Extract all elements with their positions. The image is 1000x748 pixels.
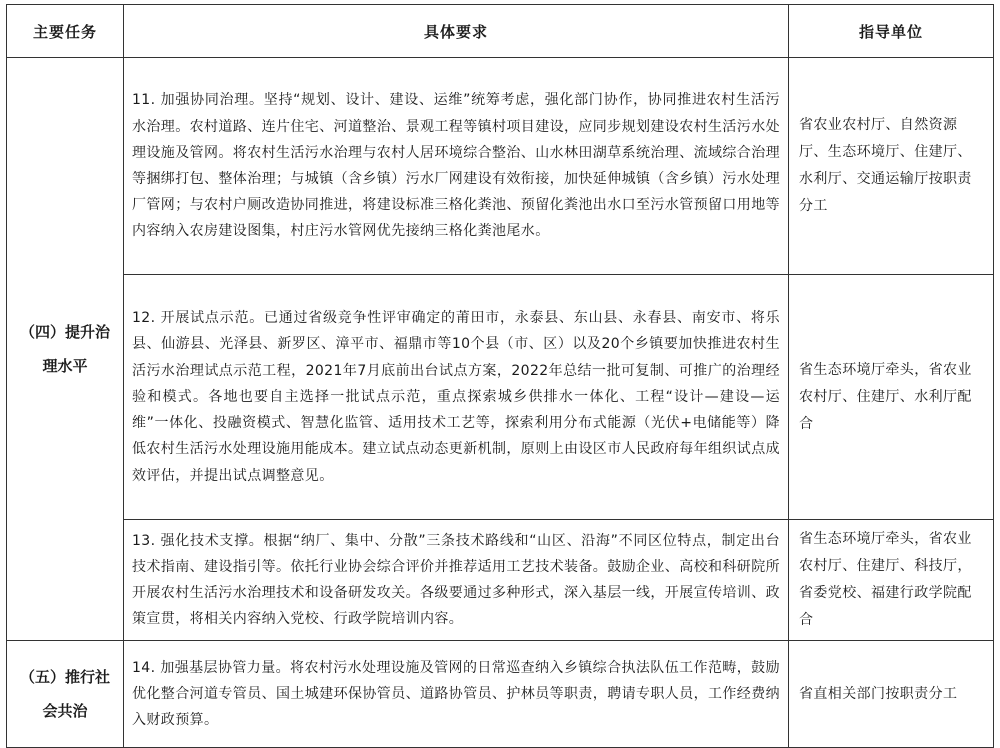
table-row (7, 275, 994, 520)
table-row (7, 520, 994, 641)
guiding-unit-cell: 省生态环境厅牵头，省农业农村厅、住建厅、科技厅，省委党校、福建行政学院配合 (789, 520, 994, 641)
category-label-line: （四）提升治 (19, 323, 110, 341)
guiding-unit-cell: 省生态环境厅牵头，省农业农村厅、住建厅、水利厅配合 (789, 275, 994, 520)
requirement-cell: 12. 开展试点示范。已通过省级竞争性评审确定的莆田市，永泰县、东山县、永春县、南安市、将乐县、仙游县、光泽县、新罗区、漳平市、福鼎市等10个县（市、区）以及20个乡镇要加快推进农村生活污水治理试点示范工程，2021年7月底前出台试点方案，2022年总结一批可复制、可推广的治理经验和模式。各地也要自主选择一批试点示范，重点探索城乡供排水一体化、工程“设计—建设—运维”一体化、投融资模式、智慧化监管、适用技术工艺等，探索利用分布式能源（光伏+电储能等）降低农村生活污水处理设施用能成本。建立试点动态更新机制，原则上由设区市人民政府每年组织试点成效评估，并提出试点调整意见。 (124, 275, 789, 520)
requirement-cell: 14. 加强基层协管力量。将农村污水处理设施及管网的日常巡查纳入乡镇综合执法队伍工作范畴，鼓励优化整合河道专管员、国土城建环保协管员、道路协管员、护林员等职责，聘请专职人员，工作经费纳入财政预算。 (124, 641, 789, 748)
category-label-line: 理水平 (42, 357, 88, 375)
header-requirements: 具体要求 (124, 5, 789, 58)
requirement-cell: 13. 强化技术支撑。根据“纳厂、集中、分散”三条技术路线和“山区、沿海”不同区位特点，制定出台技术指南、建设指引等。依托行业协会综合评价并推荐适用工艺技术装备。鼓励企业、高校和科研院所开展农村生活污水治理技术和设备研发攻关。各级要通过多种形式，深入基层一线，开展宣传培训、政策宣贯，将相关内容纳入党校、行政学院培训内容。 (124, 520, 789, 641)
header-guiding-unit: 指导单位 (789, 5, 994, 58)
table-row (7, 641, 994, 748)
category-cell (7, 58, 124, 641)
guiding-unit-cell: 省直相关部门按职责分工 (789, 641, 994, 748)
task-table (6, 4, 994, 748)
requirement-cell: 11. 加强协同治理。坚持“规划、设计、建设、运维”统筹考虑，强化部门协作，协同推进农村生活污水治理。农村道路、连片住宅、河道整治、景观工程等镇村项目建设，应同步规划建设农村生活污水处理设施及管网。将农村生活污水治理与农村人居环境综合整治、山水林田湖草系统治理、流域综合治理等捆绑打包、整体治理；与城镇（含乡镇）污水厂网建设有效衔接，加快延伸城镇（含乡镇）污水处理厂管网；与农村户厕改造协同推进，将建设标准三格化粪池、预留化粪池出水口至污水管预留口用地等内容纳入农房建设图集，村庄污水管网优先接纳三格化粪池尾水。 (124, 58, 789, 275)
category-label-line: （五）推行社 (19, 668, 110, 686)
table-header-row (7, 5, 994, 58)
guiding-unit-cell: 省农业农村厅、自然资源厅、生态环境厅、住建厅、水利厅、交通运输厅按职责分工 (789, 58, 994, 275)
category-cell (7, 641, 124, 748)
header-main-task: 主要任务 (7, 5, 124, 58)
table-row (7, 58, 994, 275)
category-label-line: 会共治 (42, 702, 88, 720)
